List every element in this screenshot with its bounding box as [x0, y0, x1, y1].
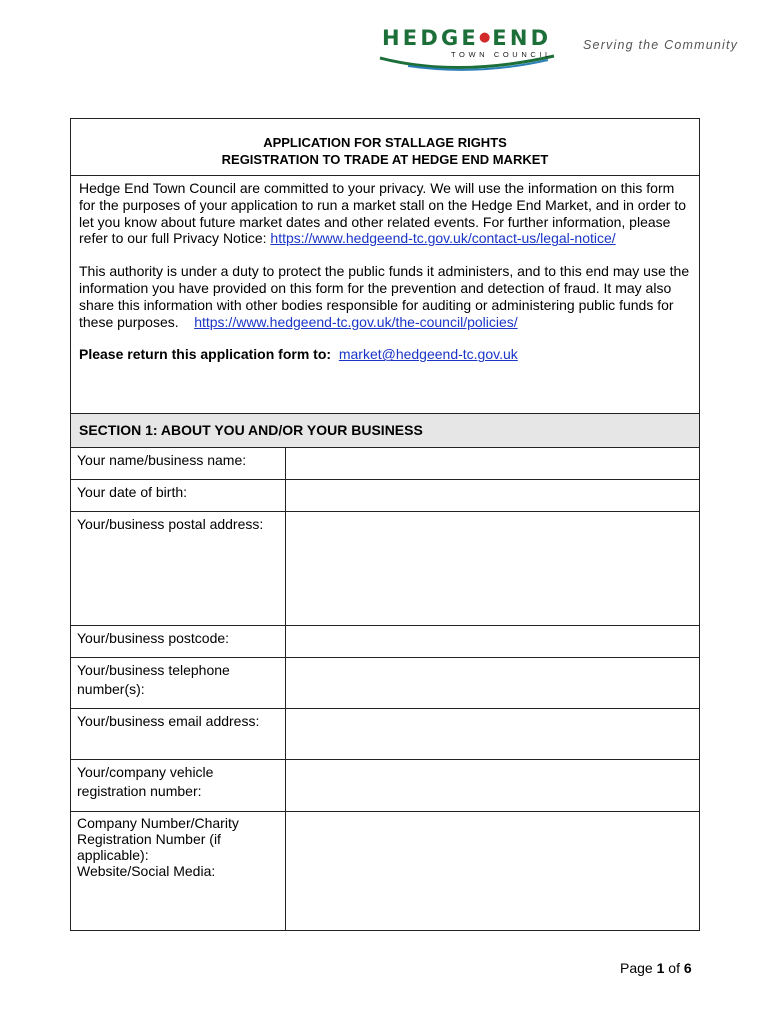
dob-input[interactable]: [286, 480, 699, 511]
form-title: [71, 119, 699, 176]
name-input[interactable]: [286, 448, 699, 479]
return-email-link[interactable]: market@hedgeend-tc.gov.uk: [338, 346, 518, 363]
field-row-vehicle: [71, 760, 699, 812]
council-policies-link[interactable]: https://www.hedgeend-tc.gov.uk/the-council/policies/: [194, 313, 518, 330]
field-label-group: [71, 812, 286, 930]
form-title-line-1: APPLICATION FOR STALLAGE RIGHTS: [263, 135, 507, 150]
field-label: Your date of birth:: [71, 480, 286, 511]
privacy-paragraph-2: This authority is under a duty to protect the public funds it administers, and to this end may use the information you have provided on this form for the prevention and detection of fraud. It may also share this information with other bodies responsible for auditing or administering public funds for these purposes. https://www.hedgeend-tc.gov.uk/the-council/policies/: [79, 263, 690, 330]
logo-subtitle: TOWN COUNCIL: [451, 50, 553, 59]
logo-dot-icon: ●: [478, 30, 493, 45]
field-row-telephone: [71, 658, 699, 709]
postcode-input[interactable]: [286, 626, 699, 657]
tagline: Serving the Community: [583, 38, 739, 52]
field-label: Your/business postcode:: [71, 626, 286, 657]
field-label: Your/company vehicle registration number:: [71, 760, 286, 811]
field-row-dob: [71, 480, 699, 512]
legal-notice-link[interactable]: https://www.hedgeend-tc.gov.uk/contact-us/legal-notice/: [270, 230, 616, 247]
field-row-postcode: [71, 626, 699, 658]
address-input[interactable]: [286, 512, 699, 625]
field-label: Your name/business name:: [71, 448, 286, 479]
return-instruction: Please return this application form to: market@hedgeend-tc.gov.uk: [79, 346, 518, 363]
page-number: Page 1 of 6: [620, 960, 692, 976]
privacy-notice: [71, 176, 699, 414]
section-1-heading: SECTION 1: ABOUT YOU AND/OR YOUR BUSINESS: [71, 414, 699, 448]
field-row-email: [71, 709, 699, 760]
email-input[interactable]: [286, 709, 699, 759]
council-logo: [378, 22, 556, 74]
privacy-paragraph-1: Hedge End Town Council are committed to your privacy. We will use the information on this form for the purposes of your application to run a market stall on the Hedge End Market, and in order to let you know about future market dates and other related events. For further information, please refer to our full Privacy Notice: https://www.hedgeend-tc.gov.uk/contact-us/legal-notice/: [79, 180, 687, 247]
field-label-website: Website/Social Media:: [77, 863, 216, 879]
field-row-company-website: [71, 812, 699, 930]
field-label: Your/business postal address:: [71, 512, 286, 625]
field-row-address: [71, 512, 699, 626]
field-label-company: Company Number/Charity Registration Number (if applicable):: [77, 815, 239, 863]
form-title-line-2: REGISTRATION TO TRADE AT HEDGE END MARKET: [221, 152, 549, 167]
field-label: Your/business telephone number(s):: [71, 658, 286, 708]
field-row-name: [71, 448, 699, 480]
telephone-input[interactable]: [286, 658, 699, 708]
field-label: Your/business email address:: [71, 709, 286, 759]
company-website-input[interactable]: [286, 812, 699, 930]
logo-wordmark: HEDGE●END: [382, 26, 552, 50]
vehicle-registration-input[interactable]: [286, 760, 699, 811]
application-form: [70, 118, 700, 931]
